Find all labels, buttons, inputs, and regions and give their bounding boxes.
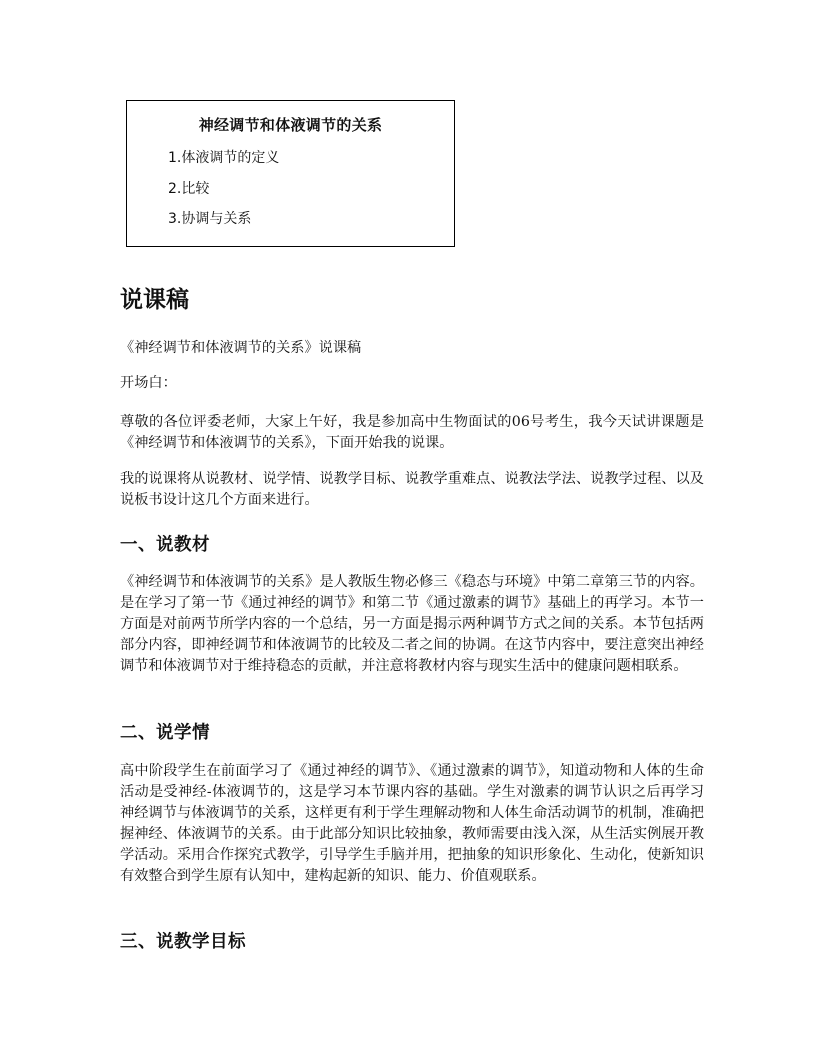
board-title: 神经调节和体液调节的关系 xyxy=(198,116,383,134)
blackboard-design-box xyxy=(126,100,455,247)
section-heading-objectives: 三、说教学目标 xyxy=(120,932,246,952)
section-body-students: 高中阶段学生在前面学习了《通过神经的调节》、《通过激素的调节》，知道动物和人体的生命活动是受神经-体液调节的，这是学习本节课内容的基础。学生对激素的调节认识之后再学习神经调节与体液调节的关系，这样更有利于学生理解动物和人体生命活动调节的机制，准确把握神经、体液调节的关系。由于此部分知识比较抽象，教师需要由浅入深，从生活实例展开教学活动。采用合作探究式教学，引导学生手脑并用，把抽象的知识形象化、生动化，使新知识有效整合到学生原有认知中，建构起新的知识、能力、价值观联系。 xyxy=(120,763,704,884)
board-item-comparison: 2.比较 xyxy=(168,181,210,197)
lesson-title-line: 《神经调节和体液调节的关系》说课稿 xyxy=(120,340,362,356)
board-item-definition: 1.体液调节的定义 xyxy=(168,150,280,166)
opening-paragraph: 尊敬的各位评委老师，大家上午好，我是参加高中生物面试的06号考生，我今天试讲课题是《神经调节和体液调节的关系》，下面开始我的说课。 xyxy=(120,414,704,451)
section-heading-textbook: 一、说教材 xyxy=(120,535,210,555)
section-body-textbook: 《神经调节和体液调节的关系》是人教版生物必修三《稳态与环境》中第二章第三节的内容。是在学习了第一节《通过神经的调节》和第二节《通过激素的调节》基础上的再学习。本节一方面是对前两节所学内容的一个总结，另一方面是揭示两种调节方式之间的关系。本节包括两部分内容，即神经调节和体液调节的比较及二者之间的协调。在这节内容中，要注意突出神经调节和体液调节对于维持稳态的贡献，并注意将教材内容与现实生活中的健康问题相联系。 xyxy=(120,574,704,674)
opening-label: 开场白： xyxy=(120,375,177,391)
board-item-coordination: 3.协调与关系 xyxy=(168,211,252,227)
section-heading-students: 二、说学情 xyxy=(120,723,210,743)
outline-paragraph: 我的说课将从说教材、说学情、说教学目标、说教学重难点、说教法学法、说教学过程、以及说板书设计这几个方面来进行。 xyxy=(120,471,704,508)
document-title: 说课稿 xyxy=(120,287,189,313)
